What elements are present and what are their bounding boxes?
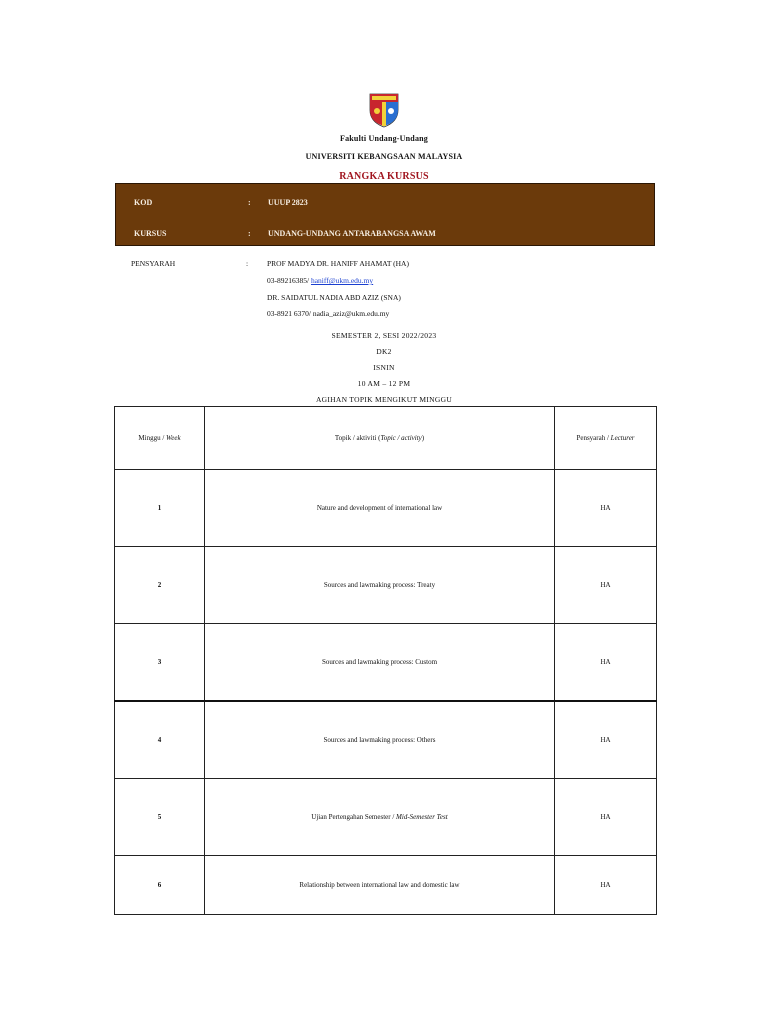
lecturer1-email-link[interactable]: haniff@ukm.edu.my: [310, 276, 374, 285]
topic-cell: [205, 547, 555, 624]
lecturer-cell: HA: [555, 779, 657, 856]
header-week-malay: Minggu /: [138, 434, 167, 442]
course-outline-title: RANGKA KURSUS: [339, 171, 429, 182]
topic-text: Sources and lawmaking process: Treaty: [323, 581, 436, 589]
lecturer2-contact: 03-8921 6370/ nadia_aziz@ukm.edu.my: [267, 309, 390, 318]
university-name: UNIVERSITI KEBANGSAAN MALAYSIA: [305, 152, 463, 161]
header-topic-close: ): [421, 434, 425, 442]
table-row: [115, 624, 657, 702]
topic-text: Ujian Pertengahan Semester /: [311, 813, 397, 821]
faculty-name: Fakulti Undang-Undang: [339, 134, 428, 143]
ukm-crest-icon: [367, 92, 401, 128]
lecturer-cell: HA: [555, 701, 657, 779]
venue-line: DK2: [376, 347, 392, 356]
topic-text: Relationship between international law and domestic law: [299, 881, 460, 889]
lecturer1-name: PROF MADYA DR. HANIFF AHAMAT (HA): [267, 259, 409, 268]
week-cell: 2: [115, 547, 205, 624]
header-week-english: Week: [166, 434, 181, 442]
topic-schedule-table: [114, 406, 657, 915]
kod-label: KOD: [134, 198, 153, 207]
topic-text: Sources and lawmaking process: Others: [323, 736, 436, 744]
topic-text: Sources and lawmaking process: Custom: [321, 658, 438, 666]
week-cell: 5: [115, 779, 205, 856]
lecturer-cell: HA: [555, 470, 657, 547]
kursus-value: UNDANG-UNDANG ANTARABANGSA AWAM: [268, 229, 436, 238]
week-cell: 3: [115, 624, 205, 702]
topic-text: Nature and development of international law: [316, 504, 443, 512]
table-header-row: [115, 407, 657, 470]
week-cell: 4: [115, 701, 205, 779]
lecturer-cell: HA: [555, 547, 657, 624]
header-lecturer-malay: Pensyarah /: [576, 434, 611, 442]
header-topic-malay: Topik / aktiviti (: [334, 434, 381, 442]
day-line: ISNIN: [373, 363, 395, 372]
week-cell: 6: [115, 856, 205, 915]
topic-cell: [205, 470, 555, 547]
kod-value: UUUP 2823: [268, 198, 308, 207]
table-row: [115, 779, 657, 856]
header-topic: [205, 407, 555, 470]
topic-cell: [205, 779, 555, 856]
lecturer2-name: DR. SAIDATUL NADIA ABD AZIZ (SNA): [267, 293, 401, 302]
table-row: [115, 856, 657, 915]
lecturer1-contact: [267, 276, 373, 285]
semester-line: SEMESTER 2, SESI 2022/2023: [331, 331, 437, 340]
header-topic-english: Topic / activity: [380, 434, 422, 442]
table-row: [115, 547, 657, 624]
kursus-label: KURSUS: [134, 229, 167, 238]
header-week: [115, 407, 205, 470]
header-lecturer: [555, 407, 657, 470]
header-lecturer-english: Lecturer: [610, 434, 635, 442]
time-line: 10 AM – 12 PM: [357, 379, 411, 388]
week-cell: 1: [115, 470, 205, 547]
topic-cell: [205, 856, 555, 915]
lecturer1-phone: 03-89216385/: [267, 276, 310, 285]
course-info-banner: [115, 183, 655, 246]
lecturer-separator: :: [246, 259, 249, 268]
lecturer-cell: HA: [555, 624, 657, 702]
kursus-separator: :: [248, 229, 251, 238]
topic-cell: [205, 624, 555, 702]
topic-cell: [205, 701, 555, 779]
lecturer-label: PENSYARAH: [131, 259, 176, 268]
table-row: [115, 470, 657, 547]
table-title: AGIHAN TOPIK MENGIKUT MINGGU: [315, 395, 453, 404]
lecturer-cell: HA: [555, 856, 657, 915]
topic-italic-text: Mid-Semester Test: [396, 813, 448, 821]
table-row: [115, 701, 657, 779]
kod-separator: :: [248, 198, 251, 207]
